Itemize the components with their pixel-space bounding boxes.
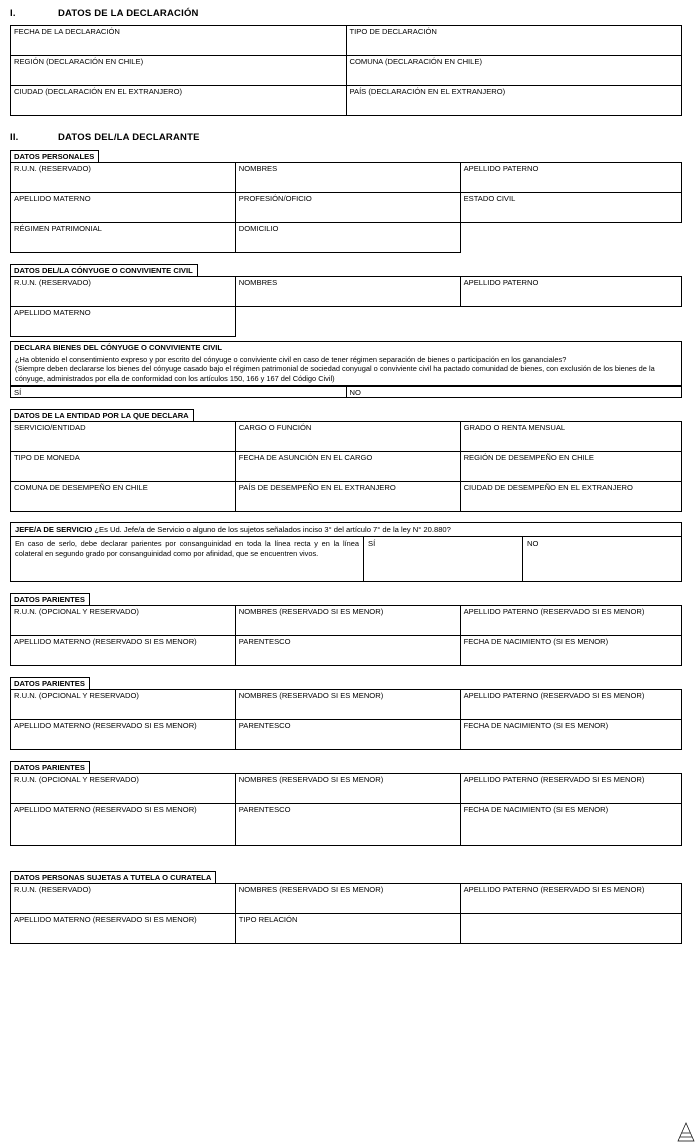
parientes-banner-wrap: [10, 592, 682, 605]
field-fecha-asuncion[interactable]: FECHA DE ASUNCIÓN EN EL CARGO: [235, 452, 460, 482]
table-row: [11, 223, 682, 253]
field-pariente-run[interactable]: R.U.N. (OPCIONAL Y RESERVADO): [11, 690, 236, 720]
parientes-table: [10, 773, 682, 846]
jefe-servicio-instructions: En caso de serlo, debe declarar parientes por consanguinidad en toda la línea recta y en la línea colateral en segundo grado por consanguinidad como por afinidad, que se encuentren vivos.: [15, 539, 359, 559]
table-row: [11, 774, 682, 804]
declara-bienes-question: ¿Ha obtenido el consentimiento expreso y por escrito del cónyuge o conviviente civil en caso de tener régimen separación de bienes o participación en los gananciales?: [15, 355, 567, 364]
table-row: [11, 452, 682, 482]
parientes-banner: DATOS PARIENTES: [10, 677, 90, 690]
parientes-block-3: [10, 760, 682, 846]
conyuge-banner: DATOS DEL/LA CÓNYUGE O CONVIVIENTE CIVIL: [10, 264, 198, 277]
field-pariente-run[interactable]: R.U.N. (OPCIONAL Y RESERVADO): [11, 606, 236, 636]
field-tutela-run[interactable]: R.U.N. (RESERVADO): [11, 884, 236, 914]
table-row: [11, 307, 682, 337]
tutela-block: [10, 870, 682, 944]
declara-bienes-note: (Siempre deben declararse los bienes del cónyuge casado bajo el régimen patrimonial de sociedad conyugal o conviviente civil ha pactado comunidad de bienes, con exclusión de los bienes de la cónyuge, administrados por ella de conformidad con los artículos 150, 166 y 167 del Código Civil): [15, 364, 655, 383]
jefe-servicio-question: ¿Es Ud. Jefe/a de Servicio o alguno de los sujetos señalados inciso 3° del artículo 7° de la ley N° 20.880?: [94, 525, 451, 535]
datos-personales-banner-wrap: [10, 149, 682, 162]
entidad-banner: DATOS DE LA ENTIDAD POR LA QUE DECLARA: [10, 409, 194, 422]
table-row: [11, 804, 682, 846]
field-empty: [460, 223, 681, 253]
table-row: [11, 482, 682, 512]
table-row: [11, 86, 682, 116]
field-pais-extranjero[interactable]: PAÍS (DECLARACIÓN EN EL EXTRANJERO): [346, 86, 682, 116]
field-empty: [460, 307, 681, 337]
option-si[interactable]: SÍ: [11, 387, 347, 398]
parientes-block-1: [10, 592, 682, 666]
field-conyuge-run[interactable]: R.U.N. (RESERVADO): [11, 277, 236, 307]
page-corner-stamp-icon: [676, 1121, 696, 1143]
field-pariente-fecha-nacimiento[interactable]: FECHA DE NACIMIENTO (SI ES MENOR): [460, 720, 681, 750]
declara-bienes-sino-table: [10, 386, 682, 398]
section-heading-declarante: [10, 132, 682, 143]
field-regimen-patrimonial[interactable]: RÉGIMEN PATRIMONIAL: [11, 223, 236, 253]
field-ciudad-extranjero[interactable]: CIUDAD (DECLARACIÓN EN EL EXTRANJERO): [11, 86, 347, 116]
table-row: [11, 720, 682, 750]
table-row: [11, 606, 682, 636]
declaracion-table: [10, 25, 682, 116]
jefe-option-si[interactable]: SÍ: [363, 537, 522, 581]
declara-bienes-block: [10, 341, 682, 398]
table-row: [11, 26, 682, 56]
declara-bienes-banner: DECLARA BIENES DEL CÓNYUGE O CONVIVIENTE CIVIL: [10, 341, 682, 353]
field-pariente-parentesco[interactable]: PARENTESCO: [235, 720, 460, 750]
field-pariente-parentesco[interactable]: PARENTESCO: [235, 804, 460, 846]
tutela-banner-wrap: [10, 870, 682, 883]
parientes-banner: DATOS PARIENTES: [10, 761, 90, 774]
section-number: I.: [10, 8, 16, 19]
field-ciudad-desempeno[interactable]: CIUDAD DE DESEMPEÑO EN EL EXTRANJERO: [460, 482, 681, 512]
field-nombres[interactable]: NOMBRES: [235, 163, 460, 193]
field-pariente-apellido-materno[interactable]: APELLIDO MATERNO (RESERVADO SI ES MENOR): [11, 636, 236, 666]
field-pais-desempeno[interactable]: PAÍS DE DESEMPEÑO EN EL EXTRANJERO: [235, 482, 460, 512]
field-comuna-desempeno[interactable]: COMUNA DE DESEMPEÑO EN CHILE: [11, 482, 236, 512]
field-pariente-run[interactable]: R.U.N. (OPCIONAL Y RESERVADO): [11, 774, 236, 804]
parientes-block-2: [10, 676, 682, 750]
field-empty: [235, 307, 460, 337]
datos-personales-table: [10, 162, 682, 253]
table-row: [11, 387, 682, 398]
field-tipo-moneda[interactable]: TIPO DE MONEDA: [11, 452, 236, 482]
field-cargo-funcion[interactable]: CARGO O FUNCIÓN: [235, 422, 460, 452]
field-comuna-chile[interactable]: COMUNA (DECLARACIÓN EN CHILE): [346, 56, 682, 86]
field-apellido-materno[interactable]: APELLIDO MATERNO: [11, 193, 236, 223]
jefe-servicio-header: [10, 522, 682, 536]
field-run-reservado[interactable]: R.U.N. (RESERVADO): [11, 163, 236, 193]
jefe-servicio-title: JEFE/A DE SERVICIO: [15, 525, 93, 535]
field-empty[interactable]: [460, 914, 681, 944]
field-pariente-apellido-paterno[interactable]: APELLIDO PATERNO (RESERVADO SI ES MENOR): [460, 606, 681, 636]
table-row: [11, 636, 682, 666]
field-pariente-apellido-paterno[interactable]: APELLIDO PATERNO (RESERVADO SI ES MENOR): [460, 690, 681, 720]
field-pariente-nombres[interactable]: NOMBRES (RESERVADO SI ES MENOR): [235, 606, 460, 636]
table-row: [11, 690, 682, 720]
field-pariente-fecha-nacimiento[interactable]: FECHA DE NACIMIENTO (SI ES MENOR): [460, 804, 681, 846]
field-conyuge-nombres[interactable]: NOMBRES: [235, 277, 460, 307]
field-pariente-nombres[interactable]: NOMBRES (RESERVADO SI ES MENOR): [235, 690, 460, 720]
conyuge-banner-wrap: [10, 263, 682, 276]
table-row: [11, 277, 682, 307]
table-row: [11, 56, 682, 86]
option-no[interactable]: NO: [346, 387, 682, 398]
conyuge-block: [10, 263, 682, 337]
field-tutela-nombres[interactable]: NOMBRES (RESERVADO SI ES MENOR): [235, 884, 460, 914]
field-servicio-entidad[interactable]: SERVICIO/ENTIDAD: [11, 422, 236, 452]
entidad-block: [10, 408, 682, 512]
section-number: II.: [10, 132, 19, 143]
entidad-table: [10, 421, 682, 512]
entidad-banner-wrap: [10, 408, 682, 421]
field-pariente-parentesco[interactable]: PARENTESCO: [235, 636, 460, 666]
parientes-banner-wrap: [10, 760, 682, 773]
jefe-option-no[interactable]: NO: [522, 537, 681, 581]
field-tutela-apellido-materno[interactable]: APELLIDO MATERNO (RESERVADO SI ES MENOR): [11, 914, 236, 944]
parientes-table: [10, 605, 682, 666]
parientes-banner-wrap: [10, 676, 682, 689]
field-pariente-apellido-paterno[interactable]: APELLIDO PATERNO (RESERVADO SI ES MENOR): [460, 774, 681, 804]
field-grado-renta[interactable]: GRADO O RENTA MENSUAL: [460, 422, 681, 452]
field-pariente-fecha-nacimiento[interactable]: FECHA DE NACIMIENTO (SI ES MENOR): [460, 636, 681, 666]
field-region-chile[interactable]: REGIÓN (DECLARACIÓN EN CHILE): [11, 56, 347, 86]
tutela-banner: DATOS PERSONAS SUJETAS A TUTELA O CURATELA: [10, 871, 216, 884]
field-profesion-oficio[interactable]: PROFESIÓN/OFICIO: [235, 193, 460, 223]
field-conyuge-apellido-paterno[interactable]: APELLIDO PATERNO: [460, 277, 681, 307]
declara-bienes-banner-wrap: [10, 341, 682, 353]
parientes-table: [10, 689, 682, 750]
table-row: [11, 163, 682, 193]
section-title: DATOS DEL/LA DECLARANTE: [58, 132, 200, 143]
field-apellido-paterno[interactable]: APELLIDO PATERNO: [460, 163, 681, 193]
field-pariente-apellido-materno[interactable]: APELLIDO MATERNO (RESERVADO SI ES MENOR): [11, 804, 236, 846]
datos-personales-block: [10, 149, 682, 253]
field-tutela-tipo-relacion[interactable]: TIPO RELACIÓN: [235, 914, 460, 944]
field-domicilio[interactable]: DOMICILIO: [235, 223, 460, 253]
form-content: [10, 8, 682, 954]
parientes-banner: DATOS PARIENTES: [10, 593, 90, 606]
conyuge-table: [10, 276, 682, 337]
field-tutela-apellido-paterno[interactable]: APELLIDO PATERNO (RESERVADO SI ES MENOR): [460, 884, 681, 914]
section-title: DATOS DE LA DECLARACIÓN: [58, 8, 199, 19]
jefe-servicio-block: [10, 522, 682, 582]
section-heading-declaracion: [10, 8, 682, 19]
field-tipo-declaracion[interactable]: TIPO DE DECLARACIÓN: [346, 26, 682, 56]
field-region-desempeno[interactable]: REGIÓN DE DESEMPEÑO EN CHILE: [460, 452, 681, 482]
tutela-table: [10, 883, 682, 944]
jefe-servicio-body: [10, 536, 682, 582]
table-row: [11, 422, 682, 452]
table-row: [11, 884, 682, 914]
field-fecha-declaracion[interactable]: FECHA DE LA DECLARACIÓN: [11, 26, 347, 56]
field-pariente-apellido-materno[interactable]: APELLIDO MATERNO (RESERVADO SI ES MENOR): [11, 720, 236, 750]
declaracion-table-block: [10, 25, 682, 116]
declara-bienes-text: [10, 353, 682, 386]
datos-personales-banner: DATOS PERSONALES: [10, 150, 99, 163]
table-row: [11, 193, 682, 223]
field-pariente-nombres[interactable]: NOMBRES (RESERVADO SI ES MENOR): [235, 774, 460, 804]
field-estado-civil[interactable]: ESTADO CIVIL: [460, 193, 681, 223]
table-row: [11, 914, 682, 944]
field-conyuge-apellido-materno[interactable]: APELLIDO MATERNO: [11, 307, 236, 337]
